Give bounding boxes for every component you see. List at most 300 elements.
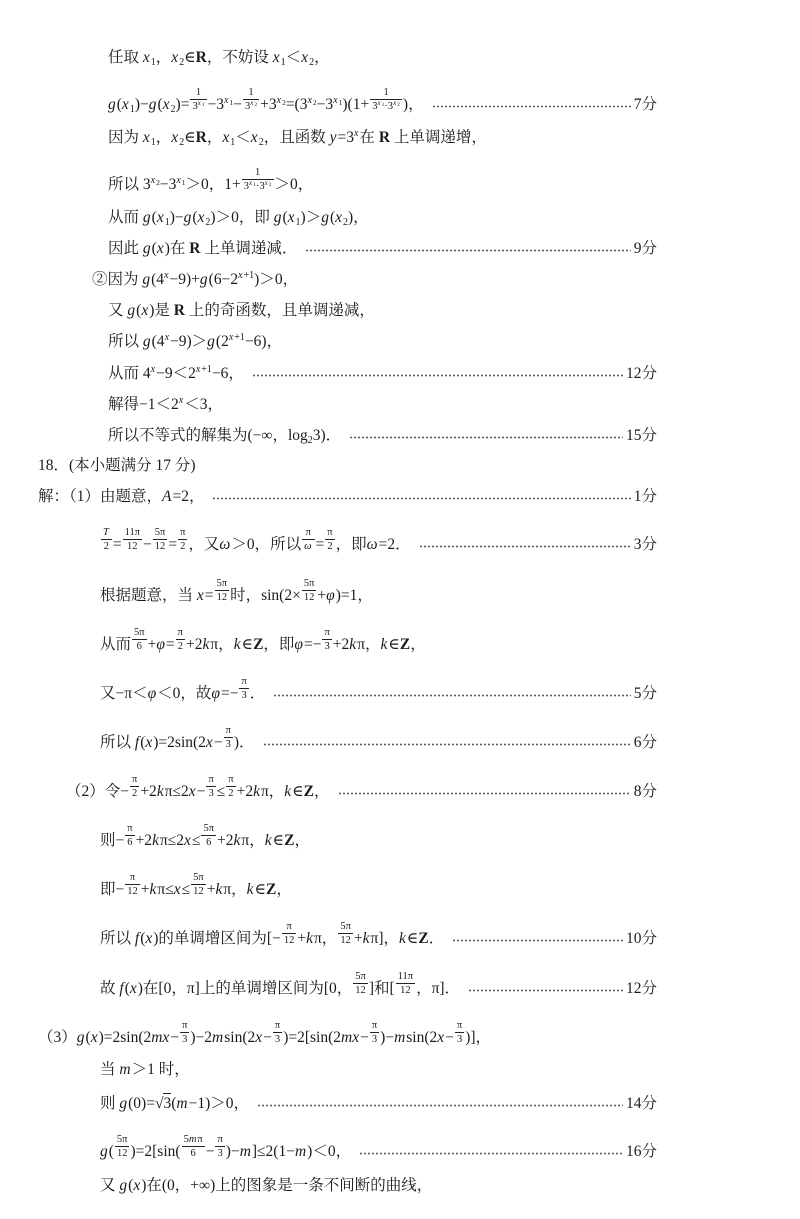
text-run: 3 (192, 101, 198, 112)
fraction-numerator: π (228, 774, 234, 785)
solution-line (108, 128, 487, 148)
text-run: 从而 (100, 636, 132, 653)
fraction (273, 1020, 282, 1045)
subscript: 1 (229, 98, 234, 107)
subscript: 2 (307, 435, 313, 446)
fraction (215, 1134, 224, 1159)
text-run: ∈ (184, 129, 196, 146)
fraction-numerator: π (177, 627, 183, 638)
text-run: (6−2 (208, 271, 239, 288)
number-set-symbol: R (378, 129, 391, 146)
fraction-numerator: π (217, 1134, 223, 1145)
line-content (108, 426, 341, 446)
math-variable: x (184, 832, 191, 849)
text-run: −9＜2 (156, 365, 196, 382)
text-run: −3 (207, 96, 225, 113)
text-run: = (315, 536, 325, 553)
text-run: )=2sin(2 (153, 734, 206, 751)
fraction-numerator: π (125, 872, 140, 885)
text-run: )， (402, 96, 424, 113)
solution-line (38, 1020, 491, 1048)
text-run: π]， (370, 930, 400, 947)
text-run: ( (140, 930, 146, 947)
math-variable: x (164, 332, 170, 343)
text-run: )=2sin(2 (98, 1029, 152, 1046)
solution-line (108, 87, 657, 115)
text-run: − (213, 734, 223, 751)
math-variable: x (178, 395, 184, 406)
math-variable: k (399, 930, 406, 947)
superscript (250, 99, 257, 107)
fraction (396, 971, 415, 996)
text-run: ·3 (255, 181, 265, 192)
text-run: 从而 4 (108, 365, 151, 382)
fraction-denominator: 3 (182, 1034, 188, 1045)
text-run: )在[0，π]上的单调增区间为[0， (137, 980, 353, 997)
superscript (198, 99, 205, 107)
fraction (115, 1134, 130, 1159)
line-content (108, 332, 282, 352)
solution-line (108, 239, 657, 259)
text-run: (0)=√ (128, 1095, 164, 1112)
score-label: 14分 (625, 1095, 657, 1112)
text-run: = (204, 587, 214, 604)
fraction-denominator: 12 (154, 541, 166, 552)
text-run: −3 (159, 176, 177, 193)
fraction-numerator: 11π (124, 527, 141, 538)
math-variable: x (272, 49, 280, 66)
solution-line (100, 1094, 657, 1114)
math-variable: m (176, 1095, 188, 1112)
superscript (238, 270, 254, 281)
math-variable: k (233, 636, 241, 653)
text-run: ＜ (285, 49, 302, 66)
math-variable: g (183, 209, 192, 226)
text-run: =− (304, 636, 322, 653)
fraction (123, 527, 142, 552)
text-run: +1 (243, 270, 255, 281)
solution-line (100, 872, 292, 900)
text-run: π， (210, 636, 234, 653)
subscript: 2 (282, 98, 286, 107)
subscript: 1 (181, 178, 186, 187)
superscript (249, 179, 256, 187)
text-run: 上单调递减． (200, 240, 298, 257)
solution-line (38, 456, 196, 476)
math-variable: x (197, 99, 201, 107)
fraction-numerator: 5π (154, 527, 166, 538)
solution-line (100, 1176, 432, 1196)
text-run: ②因为 (92, 271, 143, 288)
number-set-symbol: R (195, 49, 207, 66)
text-run: （2）令− (66, 783, 129, 800)
text-run: +2 (135, 832, 153, 849)
math-variable: g (142, 209, 151, 226)
text-run: )− (134, 96, 149, 113)
text-run: ( (116, 96, 122, 113)
math-variable: g (76, 1029, 85, 1046)
text-run: =3 (337, 129, 354, 146)
math-variable: k (284, 783, 292, 800)
subscript: 1 (150, 57, 156, 68)
number-set-symbol: Z (418, 930, 429, 947)
math-variable: f (119, 980, 124, 997)
text-run: ，即 (263, 636, 295, 653)
subscript: 2 (179, 137, 185, 148)
text-run: ＞0， (274, 176, 314, 193)
math-variable: x (228, 332, 234, 343)
math-variable: x (353, 128, 359, 139)
math-variable: x (238, 270, 243, 281)
fraction-numerator: π (182, 1020, 188, 1031)
math-variable: x (145, 930, 153, 947)
text-run: 解得−1＜2 (108, 396, 179, 413)
score-label: 9分 (633, 240, 657, 257)
text-run: 所以 (100, 930, 135, 947)
math-variable: g (321, 209, 329, 226)
math-variable: x (264, 179, 268, 187)
math-variable: T (103, 527, 109, 538)
line-content (100, 676, 265, 704)
text-run: 则 (100, 1095, 120, 1112)
subscript: 2 (343, 217, 349, 228)
fraction (338, 921, 353, 946)
line-content (108, 301, 375, 321)
dot-leader (349, 426, 623, 446)
solution-line (100, 921, 657, 949)
math-variable: g (148, 96, 157, 113)
solution-line (100, 676, 657, 704)
text-run: ≤ (181, 881, 191, 898)
fraction-denominator (370, 100, 402, 112)
fraction-denominator: 12 (283, 935, 295, 946)
math-variable: φ (211, 685, 220, 702)
text-run: ， (276, 881, 292, 898)
fraction-denominator: 2 (180, 541, 186, 552)
text-run: ． (249, 685, 266, 702)
fraction-denominator: 2 (132, 788, 138, 799)
text-run: ∈ (406, 930, 419, 947)
text-run: ，π]． (416, 980, 461, 997)
text-run: +1 (201, 364, 212, 375)
subscript: 2 (156, 178, 160, 187)
fraction (455, 1020, 464, 1045)
solution-line (100, 578, 373, 606)
fraction-denominator: 12 (400, 985, 411, 996)
fraction-numerator (182, 1134, 205, 1147)
text-run: − (360, 1029, 369, 1046)
math-variable: x (164, 270, 169, 281)
fraction-numerator: 11π (397, 971, 414, 982)
fraction (176, 627, 185, 652)
math-variable: g (127, 302, 136, 319)
fraction-denominator: 3 (324, 641, 330, 652)
text-run: 5 (183, 1134, 189, 1145)
math-variable: k (202, 636, 210, 653)
solution-line (108, 332, 282, 352)
text-run: )在(0，+∞)上的图象是一条不间断的曲线， (141, 1177, 433, 1194)
math-variable: k (362, 930, 370, 947)
number-set-symbol: Z (284, 832, 295, 849)
subscript: 2 (268, 182, 272, 188)
score-label: 12分 (625, 365, 657, 382)
text-run: ( (124, 980, 130, 997)
text-run: ( (192, 209, 198, 226)
text-run: 所以 (108, 333, 143, 350)
text-run: 所以 3 (108, 176, 151, 193)
text-run: 即− (100, 881, 125, 898)
math-variable: g (142, 240, 151, 257)
solution-line (108, 364, 657, 384)
fraction-denominator: 3 (456, 1034, 463, 1045)
math-variable: k (349, 636, 357, 653)
fraction (239, 676, 248, 701)
text-run: ( (140, 734, 146, 751)
solution-line (66, 774, 657, 802)
score-label: 3分 (633, 536, 657, 553)
text-run: ( (329, 209, 336, 226)
fraction (370, 1020, 379, 1045)
text-run: ，又 (188, 536, 220, 553)
text-run: ( (157, 96, 163, 113)
text-run: − (196, 783, 206, 800)
text-run: +2 (217, 832, 234, 849)
fraction-numerator: 5π (134, 627, 145, 638)
subscript: 2 (258, 137, 264, 148)
number-set-symbol: Z (253, 636, 264, 653)
superscript (176, 175, 185, 186)
line-content (100, 872, 292, 900)
subscript: 1 (201, 102, 205, 108)
math-variable: x (224, 95, 229, 106)
math-variable: φ (326, 587, 335, 604)
superscript (151, 175, 160, 186)
fraction (370, 87, 402, 112)
text-run: )， (348, 209, 369, 226)
fraction-numerator: π (241, 676, 247, 687)
math-variable: x (90, 1029, 98, 1046)
fraction (101, 527, 112, 552)
text-run: +2 (236, 783, 254, 800)
text-run: ， (410, 636, 426, 653)
line-content (100, 627, 426, 655)
text-run: =2， (172, 488, 205, 505)
fraction-numerator: π (456, 1020, 463, 1031)
math-variable: g (119, 1095, 128, 1112)
number-set-symbol: R (173, 302, 185, 319)
line-content (100, 1176, 432, 1196)
text-run: 故 (100, 980, 120, 997)
fraction-denominator: 2 (228, 788, 234, 799)
fraction-denominator: 12 (116, 1148, 128, 1159)
radicand: 3 (163, 1095, 172, 1112)
score-label: 12分 (625, 980, 657, 997)
text-run: + (140, 881, 150, 898)
score-label: 10分 (625, 930, 657, 947)
text-run: )=2[sin( (130, 1143, 181, 1160)
fraction (322, 627, 331, 652)
math-variable: x (205, 734, 213, 751)
math-variable: x (156, 209, 164, 226)
text-run: − (170, 1029, 180, 1046)
math-variable: g (142, 271, 151, 288)
fraction (325, 527, 334, 552)
fraction-denominator: 3 (241, 690, 247, 701)
fraction-denominator: 2 (103, 541, 110, 552)
subscript: 1 (129, 104, 135, 115)
text-run: + (297, 930, 307, 947)
text-run: ∈ (254, 881, 267, 898)
fraction-denominator: 12 (340, 935, 351, 946)
math-variable: k (215, 881, 223, 898)
math-variable: x (141, 302, 149, 319)
math-variable: k (253, 783, 260, 800)
fraction-numerator: π (132, 774, 138, 785)
text-run: ＜0，故 (157, 685, 212, 702)
fraction-numerator: 1 (370, 87, 402, 100)
dot-leader (419, 535, 631, 555)
math-variable: k (306, 930, 313, 947)
math-variable: x (249, 179, 253, 187)
text-run: +1 (234, 332, 245, 343)
line-content (38, 1020, 491, 1048)
text-run: ＞1 时， (131, 1061, 190, 1078)
text-run: )(1+ (342, 96, 370, 113)
text-run: )−2 (190, 1029, 213, 1046)
line-content (108, 87, 424, 115)
text-run: sin(2 (406, 1029, 438, 1046)
solution-line (108, 208, 369, 228)
math-variable: m (188, 1134, 197, 1145)
fraction-denominator: 2 (177, 641, 183, 652)
text-run: 3 (245, 101, 251, 112)
fraction-numerator: 5π (116, 1134, 128, 1145)
text-run: =(3 (285, 96, 308, 113)
text-run: − (445, 1029, 454, 1046)
line-content (100, 725, 255, 753)
text-run: )是 (149, 302, 174, 319)
solution-line (100, 627, 426, 655)
fraction-denominator: 3 (225, 739, 231, 750)
math-variable: k (156, 783, 164, 800)
fraction-denominator: 12 (303, 592, 315, 603)
math-variable: x (437, 1029, 445, 1046)
dot-leader (468, 979, 623, 999)
number-set-symbol: Z (399, 636, 411, 653)
fraction-denominator: 3 (208, 788, 214, 799)
text-run: π≤2 (159, 832, 185, 849)
math-variable: x (222, 129, 230, 146)
math-variable: m (394, 1029, 406, 1046)
text-run: 18．(本小题满分 17 分) (38, 457, 196, 474)
number-set-symbol: R (195, 129, 207, 146)
fraction-numerator: 5π (193, 872, 204, 883)
fraction (191, 872, 206, 897)
fraction-numerator: 1 (243, 87, 259, 100)
score-label: 6分 (633, 734, 657, 751)
fraction-numerator (101, 527, 112, 540)
fraction-numerator: 5π (216, 578, 228, 589)
math-variable: m (294, 1143, 307, 1160)
fraction (224, 725, 233, 750)
subscript: 1 (230, 137, 236, 148)
fraction (302, 527, 314, 552)
line-content (100, 971, 460, 999)
text-run: 因此 (108, 240, 143, 257)
fraction-denominator: 12 (193, 886, 204, 897)
math-variable: x (276, 95, 282, 106)
number-set-symbol: Z (303, 783, 315, 800)
line-content (100, 1094, 249, 1114)
solution-line (100, 1134, 657, 1162)
math-variable: m (239, 1143, 251, 1160)
text-run: 当 (100, 1061, 120, 1078)
text-run: − (263, 1029, 272, 1046)
text-run: π (197, 1134, 203, 1145)
fraction-numerator: 5π (203, 823, 215, 834)
text-run: 所以 (100, 734, 135, 751)
math-variable: g (207, 333, 215, 350)
text-run: π≤2 (164, 783, 189, 800)
math-variable: x (255, 1029, 263, 1046)
fraction (206, 774, 215, 799)
text-run: π， (313, 930, 338, 947)
solution-line (108, 48, 330, 68)
line-content (108, 239, 297, 259)
subscript: 2 (205, 217, 211, 228)
score-label: 16分 (625, 1143, 657, 1160)
fraction-denominator: 12 (127, 886, 138, 897)
solution-line (100, 823, 310, 851)
text-run: )− (225, 1143, 240, 1160)
text-run: 时，sin(2× (230, 587, 301, 604)
subscript: 1 (150, 137, 156, 148)
math-variable: x (250, 99, 254, 107)
math-variable: x (145, 734, 153, 751)
text-run: sin(2 (224, 1029, 256, 1046)
text-run: (4 (151, 333, 165, 350)
text-run: ＜ (235, 129, 251, 146)
math-variable: A (162, 488, 172, 505)
math-variable: k (149, 881, 157, 898)
text-run: ( (151, 240, 157, 257)
solution-line (100, 527, 657, 555)
fraction-numerator: π (302, 527, 314, 540)
text-run: ， (155, 129, 172, 146)
text-run: ]≤2(1− (251, 1143, 295, 1160)
line-content (92, 270, 298, 290)
text-run: （3） (38, 1029, 77, 1046)
text-run: ∈ (292, 783, 304, 800)
text-run: )= (175, 96, 190, 113)
text-run: ， (314, 783, 330, 800)
text-run: )． (233, 734, 255, 751)
text-run: )＜0， (307, 1143, 352, 1160)
text-run: )在 (164, 240, 190, 257)
text-run: ( (108, 1143, 114, 1160)
line-content (108, 128, 487, 148)
superscript (196, 364, 212, 375)
text-run: 上单调递增， (390, 129, 487, 146)
text-run: −9)＞ (170, 333, 208, 350)
math-variable: x (150, 364, 156, 375)
text-run: ·3 (384, 101, 394, 112)
subscript: 1 (381, 102, 385, 108)
text-run: π， (357, 636, 381, 653)
math-variable: k (233, 832, 241, 849)
math-variable: x (197, 209, 205, 226)
dot-leader (432, 95, 631, 115)
